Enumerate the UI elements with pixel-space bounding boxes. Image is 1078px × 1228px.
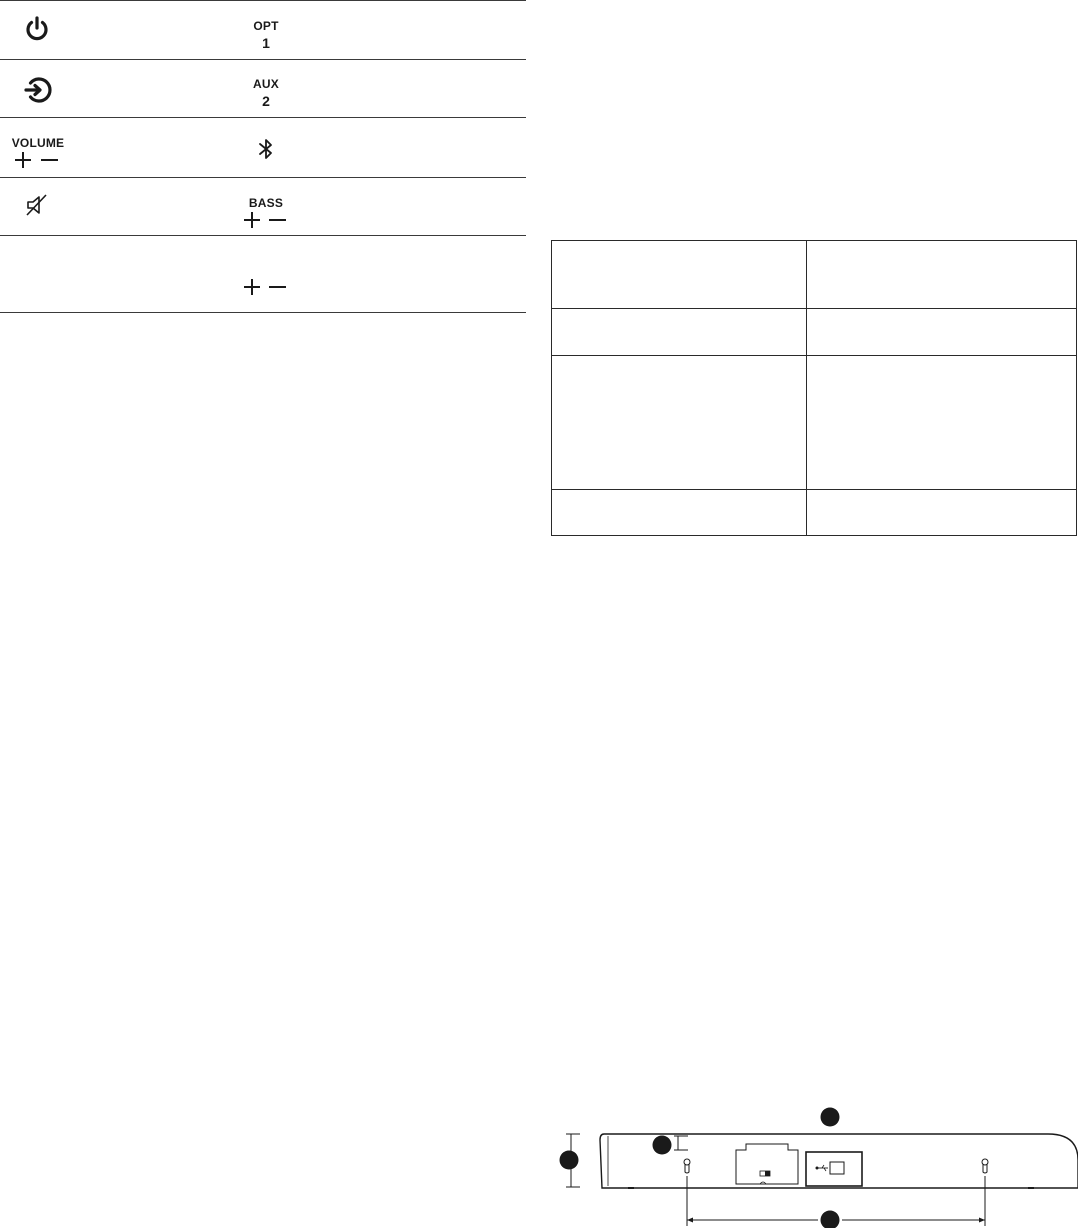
callout-badge-offset bbox=[653, 1136, 672, 1155]
wall-mount-diagram bbox=[548, 1100, 1078, 1228]
spec-cell bbox=[552, 356, 806, 489]
callout-badge-height bbox=[560, 1151, 579, 1170]
keyhole-slot-left bbox=[684, 1159, 690, 1173]
bass-key bbox=[241, 194, 291, 228]
callout-badge-length bbox=[821, 1108, 840, 1127]
remote-row-mute bbox=[0, 178, 526, 236]
spec-cell bbox=[807, 356, 1077, 489]
plus-minus-icon bbox=[241, 279, 291, 295]
bass-label: BASS bbox=[248, 196, 284, 210]
volume-key bbox=[10, 134, 66, 168]
input-source-icon bbox=[22, 74, 54, 106]
remote-row-power bbox=[0, 0, 526, 60]
opt-label: OPT bbox=[253, 19, 279, 33]
usb-icon bbox=[816, 1165, 829, 1171]
mute-icon bbox=[24, 192, 50, 218]
spec-cell bbox=[807, 241, 1077, 308]
opt-1-key bbox=[244, 17, 288, 53]
connector-switch-knob bbox=[765, 1171, 770, 1176]
keyhole-slot-right bbox=[982, 1159, 988, 1173]
opt-number: 1 bbox=[262, 35, 270, 51]
soundbar-outline bbox=[600, 1134, 1078, 1188]
remote-row-input bbox=[0, 59, 526, 118]
callout-badge-spacing bbox=[821, 1211, 840, 1228]
remote-row-plus-minus bbox=[0, 236, 526, 313]
offset-dimension bbox=[674, 1136, 688, 1150]
connector-panel bbox=[736, 1144, 798, 1184]
bluetooth-icon bbox=[256, 137, 276, 161]
power-icon bbox=[22, 14, 52, 44]
aux-2-key bbox=[244, 75, 288, 111]
remote-row-volume bbox=[0, 118, 526, 178]
spec-cell bbox=[807, 309, 1077, 355]
port-box bbox=[806, 1152, 862, 1186]
aux-number: 2 bbox=[262, 93, 270, 109]
volume-label: VOLUME bbox=[11, 136, 65, 150]
plus-minus-icon bbox=[10, 152, 66, 168]
spec-cell bbox=[552, 241, 806, 308]
port-socket bbox=[830, 1162, 844, 1174]
spec-table bbox=[551, 240, 1077, 536]
spec-cell bbox=[807, 490, 1077, 536]
plus-minus-icon bbox=[241, 212, 291, 228]
aux-label: AUX bbox=[253, 77, 279, 91]
spec-cell bbox=[552, 490, 806, 536]
spec-cell bbox=[552, 309, 806, 355]
